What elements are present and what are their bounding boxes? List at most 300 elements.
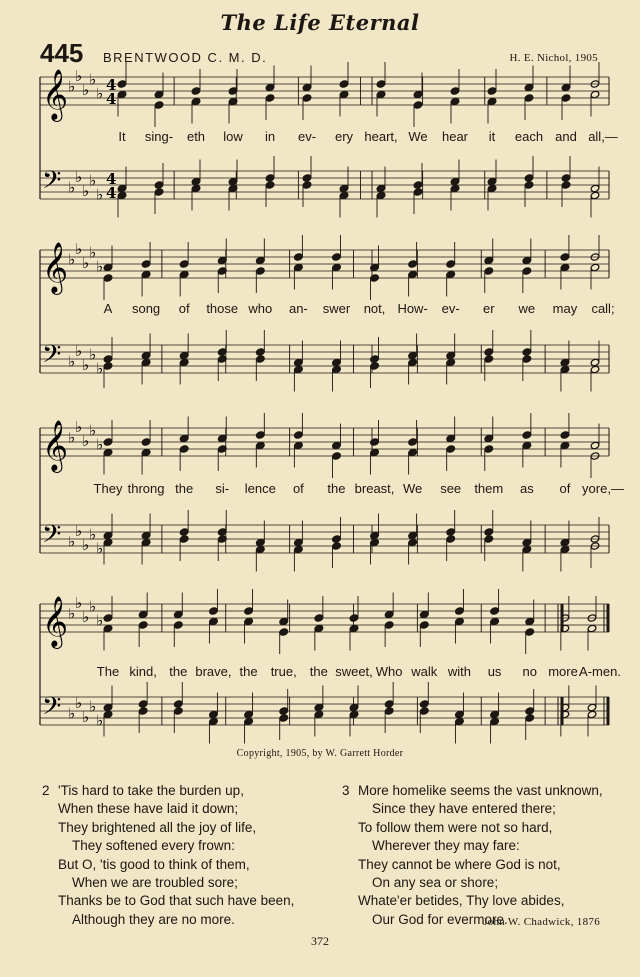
note-head xyxy=(484,535,494,543)
note-head xyxy=(103,362,113,370)
lyric-syllable: heart, xyxy=(364,129,398,144)
lyric-line-2 xyxy=(40,301,615,319)
verse-line: They brightened all the joy of life, xyxy=(58,819,257,835)
note-head xyxy=(332,535,342,543)
page-number: 372 xyxy=(311,934,329,948)
hymn-title: The Life Eternal xyxy=(220,10,420,35)
note-head xyxy=(490,717,500,725)
note-head xyxy=(349,614,359,622)
verse-line: When these have laid it down; xyxy=(58,801,239,817)
note-head xyxy=(256,267,266,275)
note-head xyxy=(370,274,380,282)
lyric-syllable: as xyxy=(519,481,534,496)
lyric-syllable: the xyxy=(327,481,346,496)
note-head xyxy=(349,624,359,632)
note-head xyxy=(209,710,219,718)
note-head xyxy=(209,617,219,625)
flat-sign-icon: ♭ xyxy=(68,604,76,623)
lyric-syllable: it xyxy=(488,129,496,144)
note-head xyxy=(384,707,394,715)
lyric-syllable: we xyxy=(518,301,536,316)
note-head xyxy=(339,80,349,88)
note-head xyxy=(265,174,275,182)
note-head xyxy=(174,700,184,708)
note-head xyxy=(339,191,349,199)
note-head xyxy=(302,94,312,102)
flat-sign-icon: ♭ xyxy=(89,597,97,616)
lyric-line-1 xyxy=(40,129,618,147)
note-head xyxy=(413,188,423,196)
flat-sign-icon: ♭ xyxy=(89,697,97,716)
note-head xyxy=(154,181,164,189)
lyric-syllable: song xyxy=(131,301,161,316)
note-head xyxy=(446,434,456,442)
note-head xyxy=(103,355,113,363)
note-head xyxy=(525,714,535,722)
note-head xyxy=(450,177,460,185)
note-head xyxy=(522,538,532,546)
note-head xyxy=(376,90,386,98)
note-head xyxy=(179,270,189,278)
lyric-syllable: true, xyxy=(270,664,297,679)
hymn-number: 445 xyxy=(40,38,84,68)
lyric-syllable: si- xyxy=(215,481,230,496)
note-head xyxy=(446,528,456,536)
note-head xyxy=(332,263,342,271)
note-head xyxy=(590,184,600,192)
note-head xyxy=(179,260,189,268)
note-head xyxy=(265,83,275,91)
note-head xyxy=(450,184,460,192)
flat-sign-icon: ♭ xyxy=(68,704,76,723)
note-head xyxy=(561,94,571,102)
note-head xyxy=(103,614,113,622)
flat-sign-icon: ♭ xyxy=(68,77,76,96)
note-head xyxy=(420,707,430,715)
note-head xyxy=(455,717,465,725)
note-head xyxy=(103,274,113,282)
note-head xyxy=(590,365,600,373)
note-head xyxy=(450,87,460,95)
flat-sign-icon: ♭ xyxy=(75,522,83,540)
note-head xyxy=(484,348,494,356)
note-head xyxy=(446,445,456,453)
note-head xyxy=(370,448,380,456)
lyric-line-3 xyxy=(40,481,624,499)
verse-line: They softened every frown: xyxy=(72,838,235,854)
bass-clef-icon: 𝄢 xyxy=(42,692,62,727)
lyric-syllable: We xyxy=(408,129,428,144)
note-head xyxy=(408,351,418,359)
note-head xyxy=(484,445,494,453)
note-head xyxy=(522,545,532,553)
note-head xyxy=(525,617,535,625)
note-head xyxy=(525,628,535,636)
note-head xyxy=(279,628,289,636)
lyric-syllable: them xyxy=(474,481,504,496)
note-head xyxy=(560,365,570,373)
note-head xyxy=(265,181,275,189)
note-head xyxy=(179,445,189,453)
note-head xyxy=(294,538,304,546)
note-head xyxy=(349,703,359,711)
note-head xyxy=(408,531,418,539)
note-head xyxy=(561,181,571,189)
note-head xyxy=(370,438,380,446)
note-head xyxy=(420,700,430,708)
note-head xyxy=(294,365,304,373)
note-head xyxy=(376,80,386,88)
note-head xyxy=(179,358,189,366)
verse-line: They cannot be where God is not, xyxy=(358,856,561,872)
note-head xyxy=(244,617,254,625)
lyric-syllable: of xyxy=(559,481,571,496)
lyric-syllable: ev- xyxy=(441,301,460,316)
note-head xyxy=(103,538,113,546)
note-head xyxy=(265,94,275,102)
flat-sign-icon: ♭ xyxy=(82,608,90,626)
lyric-syllable: We xyxy=(402,481,423,496)
note-head xyxy=(103,624,113,632)
note-head xyxy=(141,531,151,539)
note-head xyxy=(446,535,456,543)
lyric-syllable: the xyxy=(309,664,328,679)
note-head xyxy=(370,263,380,271)
verse-line: Thanks be to God that such have been, xyxy=(58,893,295,909)
verse-line: Since they have entered there; xyxy=(372,801,556,817)
lyric-syllable: of xyxy=(178,301,190,316)
flat-sign-icon: ♭ xyxy=(82,254,90,272)
flat-sign-icon: ♭ xyxy=(89,70,97,89)
note-head xyxy=(455,607,465,615)
note-head xyxy=(522,355,532,363)
flat-sign-icon: ♭ xyxy=(75,694,83,712)
flat-sign-icon: ♭ xyxy=(96,359,104,378)
lyric-syllable: the xyxy=(239,664,258,679)
flat-sign-icon: ♭ xyxy=(75,342,83,360)
verse-line: Whate'er betides, Thy love abides, xyxy=(358,893,565,909)
note-head xyxy=(420,621,430,629)
verse-number: 3 xyxy=(342,783,350,798)
flat-sign-icon: ♭ xyxy=(89,421,97,440)
note-head xyxy=(256,348,266,356)
verse-line: Although they are no more. xyxy=(72,911,235,927)
note-head xyxy=(103,531,113,539)
note-head xyxy=(446,351,456,359)
note-head xyxy=(294,358,304,366)
verse-line: Our God for evermore. xyxy=(372,911,508,927)
note-head xyxy=(524,174,534,182)
lyric-syllable: brave, xyxy=(195,664,232,679)
lyric-line-4 xyxy=(40,664,621,682)
note-head xyxy=(370,362,380,370)
flat-sign-icon: ♭ xyxy=(68,352,76,371)
lyric-syllable: Who xyxy=(375,664,403,679)
note-head xyxy=(279,707,289,715)
note-head xyxy=(339,90,349,98)
note-head xyxy=(256,441,266,449)
treble-clef-icon: 𝄞 xyxy=(42,69,69,120)
note-head xyxy=(244,607,254,615)
note-head xyxy=(446,270,456,278)
note-head xyxy=(524,83,534,91)
note-head xyxy=(524,94,534,102)
verse-number: 2 xyxy=(42,783,50,798)
note-head xyxy=(587,703,597,711)
note-head xyxy=(408,358,418,366)
note-head xyxy=(174,610,184,618)
note-head xyxy=(560,431,570,439)
flat-sign-icon: ♭ xyxy=(68,250,76,269)
verse-3 xyxy=(342,782,603,929)
note-head xyxy=(256,545,266,553)
note-head xyxy=(256,355,266,363)
note-head xyxy=(560,358,570,366)
note-head xyxy=(191,87,201,95)
flat-sign-icon: ♭ xyxy=(89,243,97,262)
note-head xyxy=(413,101,423,109)
note-head xyxy=(117,191,127,199)
note-head xyxy=(408,538,418,546)
lyric-syllable: It xyxy=(118,129,126,144)
note-head xyxy=(294,431,304,439)
note-head xyxy=(209,607,219,615)
note-head xyxy=(587,710,597,718)
note-head xyxy=(179,528,189,536)
time-signature-bottom: 4 xyxy=(106,90,117,108)
flat-sign-icon: ♭ xyxy=(82,708,90,726)
flat-sign-icon: ♭ xyxy=(96,435,104,454)
note-head xyxy=(141,260,151,268)
note-head xyxy=(117,80,127,88)
note-head xyxy=(294,441,304,449)
author-credit: John W. Chadwick, 1876 xyxy=(483,916,600,928)
note-head xyxy=(256,256,266,264)
flat-sign-icon: ♭ xyxy=(68,178,76,197)
note-head xyxy=(174,621,184,629)
note-head xyxy=(590,441,600,449)
note-head xyxy=(349,710,359,718)
lyric-syllable: kind, xyxy=(129,664,157,679)
flat-sign-icon: ♭ xyxy=(75,67,83,85)
note-head xyxy=(332,542,342,550)
lyric-syllable: A xyxy=(103,301,113,316)
flat-sign-icon: ♭ xyxy=(82,81,90,99)
lyric-syllable: each xyxy=(514,129,544,144)
flat-sign-icon: ♭ xyxy=(75,240,83,258)
note-head xyxy=(560,538,570,546)
note-head xyxy=(103,703,113,711)
note-head xyxy=(302,83,312,91)
note-head xyxy=(314,703,324,711)
flat-sign-icon: ♭ xyxy=(82,182,90,200)
lyric-syllable: sweet, xyxy=(335,664,373,679)
note-head xyxy=(154,101,164,109)
flat-sign-icon: ♭ xyxy=(89,345,97,364)
note-head xyxy=(561,174,571,182)
note-head xyxy=(141,448,151,456)
note-head xyxy=(560,263,570,271)
flat-sign-icon: ♭ xyxy=(82,432,90,450)
note-head xyxy=(487,184,497,192)
flat-sign-icon: ♭ xyxy=(96,611,104,630)
note-head xyxy=(103,710,113,718)
note-head xyxy=(191,177,201,185)
note-head xyxy=(487,87,497,95)
lyric-syllable: er xyxy=(482,301,495,316)
verse-line: On any sea or shore; xyxy=(372,875,499,891)
verse-line: But O, 'tis good to think of them, xyxy=(58,856,250,872)
note-head xyxy=(179,351,189,359)
lyric-syllable: may xyxy=(552,301,578,316)
lyric-syllable: those xyxy=(206,301,239,316)
lyric-syllable: see xyxy=(440,481,462,496)
note-head xyxy=(302,174,312,182)
copyright-notice: Copyright, 1905, by W. Garrett Horder xyxy=(236,748,404,759)
flat-sign-icon: ♭ xyxy=(89,525,97,544)
note-head xyxy=(376,191,386,199)
flat-sign-icon: ♭ xyxy=(82,536,90,554)
verse-line: 3 More homelike seems the vast unknown, xyxy=(342,782,603,800)
lyric-syllable: How- xyxy=(397,301,428,316)
note-head xyxy=(455,710,465,718)
lyric-syllable: call; xyxy=(591,301,615,316)
time-signature-bottom: 4 xyxy=(106,184,117,202)
note-head xyxy=(408,260,418,268)
note-head xyxy=(279,714,289,722)
note-head xyxy=(179,434,189,442)
note-head xyxy=(522,348,532,356)
note-head xyxy=(455,617,465,625)
note-head xyxy=(256,538,266,546)
note-head xyxy=(209,717,219,725)
note-head xyxy=(332,358,342,366)
note-head xyxy=(370,531,380,539)
note-head xyxy=(279,617,289,625)
flat-sign-icon: ♭ xyxy=(75,418,83,436)
note-head xyxy=(487,177,497,185)
flat-sign-icon: ♭ xyxy=(75,168,83,186)
lyric-syllable: us xyxy=(487,664,502,679)
note-head xyxy=(332,365,342,373)
lyric-syllable: yore,— xyxy=(582,481,624,496)
note-head xyxy=(141,351,151,359)
note-head xyxy=(191,184,201,192)
note-head xyxy=(154,188,164,196)
note-head xyxy=(302,181,312,189)
note-head xyxy=(103,438,113,446)
flat-sign-icon: ♭ xyxy=(68,428,76,447)
note-head xyxy=(138,707,148,715)
note-head xyxy=(413,90,423,98)
treble-clef-icon: 𝄞 xyxy=(42,420,69,471)
note-head xyxy=(590,358,600,366)
note-head xyxy=(450,97,460,105)
note-head xyxy=(408,448,418,456)
lyric-syllable: ery xyxy=(334,129,354,144)
lyric-syllable: no xyxy=(522,664,537,679)
note-head xyxy=(522,441,532,449)
note-head xyxy=(561,83,571,91)
note-head xyxy=(138,621,148,629)
note-head xyxy=(560,441,570,449)
note-head xyxy=(138,700,148,708)
lyric-syllable: in xyxy=(264,129,276,144)
lyric-syllable: of xyxy=(292,481,304,496)
bass-clef-icon: 𝄢 xyxy=(42,520,62,555)
note-head xyxy=(490,607,500,615)
note-head xyxy=(560,545,570,553)
note-head xyxy=(103,448,113,456)
lyric-syllable: sing- xyxy=(144,129,174,144)
note-head xyxy=(370,355,380,363)
note-head xyxy=(484,256,494,264)
note-head xyxy=(117,184,127,192)
note-head xyxy=(446,358,456,366)
note-head xyxy=(370,538,380,546)
note-head xyxy=(141,358,151,366)
note-head xyxy=(384,610,394,618)
verse-2 xyxy=(42,782,294,929)
note-head xyxy=(524,181,534,189)
lyric-syllable: ev- xyxy=(297,129,317,144)
note-head xyxy=(560,253,570,261)
note-head xyxy=(490,617,500,625)
lyric-syllable: eth xyxy=(186,129,206,144)
flat-sign-icon: ♭ xyxy=(96,711,104,730)
note-head xyxy=(179,535,189,543)
note-head xyxy=(522,256,532,264)
lyric-syllable: who xyxy=(248,301,273,316)
note-head xyxy=(294,263,304,271)
note-head xyxy=(141,538,151,546)
verse-line: 2 'Tis hard to take the burden up, xyxy=(42,782,294,800)
lyric-syllable: more. xyxy=(548,664,582,679)
flat-sign-icon: ♭ xyxy=(96,185,104,204)
verse-line: Wherever they may fare: xyxy=(372,838,520,854)
flat-sign-icon: ♭ xyxy=(89,171,97,190)
composer-credit: H. E. Nichol, 1905 xyxy=(509,52,598,64)
note-head xyxy=(244,710,254,718)
note-head xyxy=(138,610,148,618)
lyric-syllable: low xyxy=(223,129,243,144)
bass-clef-icon: 𝄢 xyxy=(42,166,62,201)
flat-sign-icon: ♭ xyxy=(68,532,76,551)
note-head xyxy=(484,267,494,275)
note-head xyxy=(408,438,418,446)
flat-sign-icon: ♭ xyxy=(96,84,104,103)
note-head xyxy=(339,184,349,192)
lyric-syllable: lence xyxy=(244,481,276,496)
note-head xyxy=(191,97,201,105)
lyric-syllable: not, xyxy=(363,301,386,316)
note-head xyxy=(490,710,500,718)
note-head xyxy=(141,270,151,278)
note-head xyxy=(117,90,127,98)
lyric-syllable: breast, xyxy=(354,481,395,496)
note-head xyxy=(484,434,494,442)
note-head xyxy=(314,624,324,632)
note-head xyxy=(522,431,532,439)
note-head xyxy=(174,707,184,715)
bass-clef-icon: 𝄢 xyxy=(42,340,62,375)
note-head xyxy=(332,452,342,460)
lyric-syllable: A-men. xyxy=(579,664,621,679)
note-head xyxy=(103,263,113,271)
tune-name: BRENTWOOD C. M. D. xyxy=(103,50,268,65)
flat-sign-icon: ♭ xyxy=(96,539,104,558)
note-head xyxy=(256,431,266,439)
